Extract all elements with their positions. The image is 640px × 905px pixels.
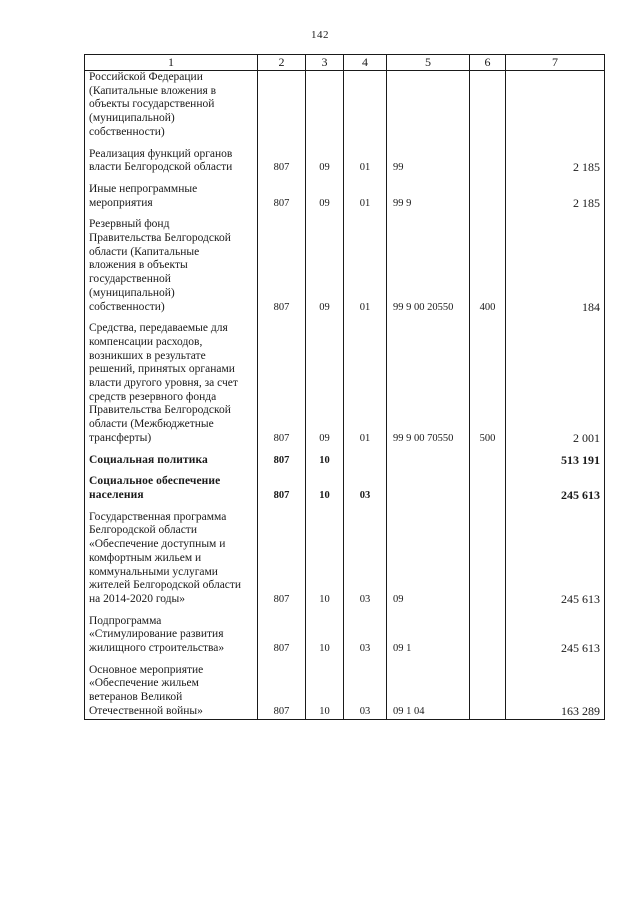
description-line: «Стимулирование развития xyxy=(89,628,224,641)
spacer-cell xyxy=(85,446,258,454)
row-spacer xyxy=(85,175,605,183)
spacer-cell xyxy=(470,314,506,322)
cell-col5 xyxy=(387,71,470,140)
row-description xyxy=(85,183,258,210)
cell-col6 xyxy=(470,454,506,468)
description-line: Правительства Белгородской xyxy=(89,232,231,245)
description-line: объекты государственной xyxy=(89,98,215,111)
cell-col6: 500 xyxy=(470,322,506,445)
cell-col3: 10 xyxy=(306,475,344,502)
description-line: вложения в объекты xyxy=(89,259,188,272)
row-spacer xyxy=(85,607,605,615)
table-row xyxy=(85,454,605,468)
spacer-cell xyxy=(258,446,306,454)
spacer-cell xyxy=(506,607,605,615)
cell-col7: 2 185 xyxy=(506,148,605,175)
description-line: компенсации расходов, xyxy=(89,335,203,348)
spacer-cell xyxy=(85,175,258,183)
description-line: Подпрограмма xyxy=(89,614,162,627)
cell-col7: 2 001 xyxy=(506,322,605,445)
spacer-cell xyxy=(506,503,605,511)
cell-col3: 09 xyxy=(306,322,344,445)
description-line: «Обеспечение жильем xyxy=(89,677,199,690)
description-line: власти другого уровня, за счет xyxy=(89,377,238,390)
table-body xyxy=(85,71,605,720)
spacer-cell xyxy=(344,210,387,218)
spacer-cell xyxy=(470,503,506,511)
budget-table xyxy=(84,54,605,720)
spacer-cell xyxy=(344,446,387,454)
description-line: (Капитальные вложения в xyxy=(89,84,217,97)
cell-col6 xyxy=(470,664,506,719)
spacer-cell xyxy=(470,467,506,475)
cell-col4: 03 xyxy=(344,475,387,502)
description-line: комфортным жильем и xyxy=(89,551,202,564)
spacer-cell xyxy=(506,656,605,664)
table-row xyxy=(85,183,605,210)
spacer-cell xyxy=(387,175,470,183)
cell-col7: 245 613 xyxy=(506,475,605,502)
cell-col6 xyxy=(470,183,506,210)
row-description xyxy=(85,322,258,445)
description-line: собственности) xyxy=(89,300,165,313)
cell-col2: 807 xyxy=(258,218,306,314)
cell-col4: 01 xyxy=(344,322,387,445)
spacer-cell xyxy=(85,140,258,148)
cell-col5: 99 xyxy=(387,148,470,175)
row-spacer xyxy=(85,656,605,664)
cell-col3: 10 xyxy=(306,664,344,719)
description-line: области (Межбюджетные xyxy=(89,418,214,431)
description-line: Иные непрограммные xyxy=(89,182,198,195)
table-row xyxy=(85,218,605,314)
description-line: Средства, передаваемые для xyxy=(89,322,228,335)
spacer-cell xyxy=(306,607,344,615)
spacer-cell xyxy=(306,314,344,322)
table-header-row xyxy=(85,55,605,71)
spacer-cell xyxy=(306,503,344,511)
cell-col2: 807 xyxy=(258,148,306,175)
description-line: жилищного строительства» xyxy=(89,642,225,655)
description-line: Социальная политика xyxy=(89,453,208,466)
cell-col3: 10 xyxy=(306,454,344,468)
spacer-cell xyxy=(306,140,344,148)
cell-col2: 807 xyxy=(258,475,306,502)
cell-col6 xyxy=(470,475,506,502)
description-line: трансферты) xyxy=(89,431,152,444)
spacer-cell xyxy=(258,314,306,322)
cell-col4: 03 xyxy=(344,511,387,607)
cell-col3: 09 xyxy=(306,148,344,175)
row-description xyxy=(85,475,258,502)
description-line: жителей Белгородской области xyxy=(89,579,242,592)
description-line: Отечественной войны» xyxy=(89,704,203,717)
cell-col5: 09 1 xyxy=(387,615,470,656)
cell-col4 xyxy=(344,454,387,468)
cell-col5: 99 9 00 70550 xyxy=(387,322,470,445)
header-col-5: 5 xyxy=(387,55,470,71)
spacer-cell xyxy=(387,446,470,454)
table-row xyxy=(85,148,605,175)
description-line: Государственная программа xyxy=(89,510,227,523)
spacer-cell xyxy=(306,656,344,664)
spacer-cell xyxy=(387,467,470,475)
spacer-cell xyxy=(306,210,344,218)
cell-col2: 807 xyxy=(258,664,306,719)
description-line: Социальное обеспечение xyxy=(89,475,221,488)
description-line: Российской Федерации xyxy=(89,71,203,83)
spacer-cell xyxy=(344,607,387,615)
table-row xyxy=(85,475,605,502)
cell-col3: 09 xyxy=(306,183,344,210)
description-line: мероприятия xyxy=(89,196,153,209)
spacer-cell xyxy=(258,175,306,183)
page-number: 142 xyxy=(311,29,329,41)
cell-col2 xyxy=(258,71,306,140)
spacer-cell xyxy=(344,314,387,322)
cell-col7: 245 613 xyxy=(506,511,605,607)
header-col-3: 3 xyxy=(306,55,344,71)
header-col-1: 1 xyxy=(85,55,258,71)
cell-col4: 01 xyxy=(344,148,387,175)
row-description xyxy=(85,71,258,140)
spacer-cell xyxy=(85,607,258,615)
cell-col5: 09 xyxy=(387,511,470,607)
description-line: ветеранов Великой xyxy=(89,691,183,704)
description-line: Реализация функций органов xyxy=(89,147,233,160)
header-col-2: 2 xyxy=(258,55,306,71)
spacer-cell xyxy=(506,314,605,322)
description-line: Резервный фонд xyxy=(89,218,170,231)
row-description xyxy=(85,615,258,656)
header-col-7: 7 xyxy=(506,55,605,71)
table-row xyxy=(85,511,605,607)
cell-col2: 807 xyxy=(258,183,306,210)
spacer-cell xyxy=(344,467,387,475)
spacer-cell xyxy=(387,140,470,148)
cell-col3: 10 xyxy=(306,511,344,607)
spacer-cell xyxy=(506,175,605,183)
spacer-cell xyxy=(258,467,306,475)
cell-col4: 03 xyxy=(344,664,387,719)
cell-col4: 01 xyxy=(344,218,387,314)
cell-col7: 2 185 xyxy=(506,183,605,210)
table-row xyxy=(85,664,605,719)
row-spacer xyxy=(85,446,605,454)
spacer-cell xyxy=(306,175,344,183)
cell-col4: 03 xyxy=(344,615,387,656)
spacer-cell xyxy=(470,607,506,615)
spacer-cell xyxy=(470,140,506,148)
table-row xyxy=(85,322,605,445)
header-col-6: 6 xyxy=(470,55,506,71)
cell-col7: 184 xyxy=(506,218,605,314)
spacer-cell xyxy=(387,656,470,664)
spacer-cell xyxy=(506,467,605,475)
cell-col5: 09 1 04 xyxy=(387,664,470,719)
spacer-cell xyxy=(344,656,387,664)
spacer-cell xyxy=(470,656,506,664)
description-line: коммунальными услугами xyxy=(89,565,218,578)
cell-col7 xyxy=(506,71,605,140)
cell-col5: 99 9 00 20550 xyxy=(387,218,470,314)
description-line: (муниципальной) xyxy=(89,112,175,125)
row-description xyxy=(85,218,258,314)
spacer-cell xyxy=(470,210,506,218)
cell-col6 xyxy=(470,615,506,656)
spacer-cell xyxy=(85,314,258,322)
row-spacer xyxy=(85,503,605,511)
row-spacer xyxy=(85,210,605,218)
spacer-cell xyxy=(470,175,506,183)
spacer-cell xyxy=(344,503,387,511)
row-spacer xyxy=(85,140,605,148)
description-line: Белгородской области xyxy=(89,524,197,537)
cell-col2: 807 xyxy=(258,322,306,445)
cell-col6 xyxy=(470,148,506,175)
description-line: (муниципальной) xyxy=(89,286,175,299)
spacer-cell xyxy=(258,503,306,511)
header-col-4: 4 xyxy=(344,55,387,71)
spacer-cell xyxy=(306,467,344,475)
cell-col6: 400 xyxy=(470,218,506,314)
spacer-cell xyxy=(258,656,306,664)
row-description xyxy=(85,454,258,468)
row-spacer xyxy=(85,467,605,475)
description-line: на 2014-2020 годы» xyxy=(89,592,186,605)
cell-col3: 10 xyxy=(306,615,344,656)
spacer-cell xyxy=(258,140,306,148)
spacer-cell xyxy=(506,140,605,148)
description-line: Основное мероприятие xyxy=(89,663,204,676)
row-description xyxy=(85,511,258,607)
spacer-cell xyxy=(387,607,470,615)
spacer-cell xyxy=(387,210,470,218)
description-line: населения xyxy=(89,488,144,501)
description-line: Правительства Белгородской xyxy=(89,404,231,417)
description-line: «Обеспечение доступным и xyxy=(89,538,226,551)
cell-col3: 09 xyxy=(306,218,344,314)
cell-col7: 245 613 xyxy=(506,615,605,656)
description-line: решений, принятых органами xyxy=(89,363,235,376)
description-line: собственности) xyxy=(89,125,165,138)
cell-col5 xyxy=(387,454,470,468)
spacer-cell xyxy=(344,140,387,148)
description-line: государственной xyxy=(89,273,171,286)
cell-col2: 807 xyxy=(258,511,306,607)
spacer-cell xyxy=(85,467,258,475)
spacer-cell xyxy=(258,607,306,615)
spacer-cell xyxy=(387,503,470,511)
spacer-cell xyxy=(85,656,258,664)
row-description xyxy=(85,148,258,175)
spacer-cell xyxy=(306,446,344,454)
table-row xyxy=(85,71,605,140)
table-row xyxy=(85,615,605,656)
spacer-cell xyxy=(344,175,387,183)
cell-col7: 163 289 xyxy=(506,664,605,719)
spacer-cell xyxy=(85,503,258,511)
spacer-cell xyxy=(506,210,605,218)
description-line: власти Белгородской области xyxy=(89,161,233,174)
cell-col5: 99 9 xyxy=(387,183,470,210)
cell-col6 xyxy=(470,511,506,607)
description-line: области (Капитальные xyxy=(89,245,200,258)
cell-col2: 807 xyxy=(258,615,306,656)
cell-col4 xyxy=(344,71,387,140)
row-spacer xyxy=(85,314,605,322)
spacer-cell xyxy=(470,446,506,454)
cell-col6 xyxy=(470,71,506,140)
cell-col3 xyxy=(306,71,344,140)
spacer-cell xyxy=(258,210,306,218)
cell-col2: 807 xyxy=(258,454,306,468)
cell-col7: 513 191 xyxy=(506,454,605,468)
row-description xyxy=(85,664,258,719)
description-line: средств резервного фонда xyxy=(89,390,217,403)
cell-col5 xyxy=(387,475,470,502)
cell-col4: 01 xyxy=(344,183,387,210)
spacer-cell xyxy=(387,314,470,322)
spacer-cell xyxy=(85,210,258,218)
description-line: возникших в результате xyxy=(89,349,206,362)
